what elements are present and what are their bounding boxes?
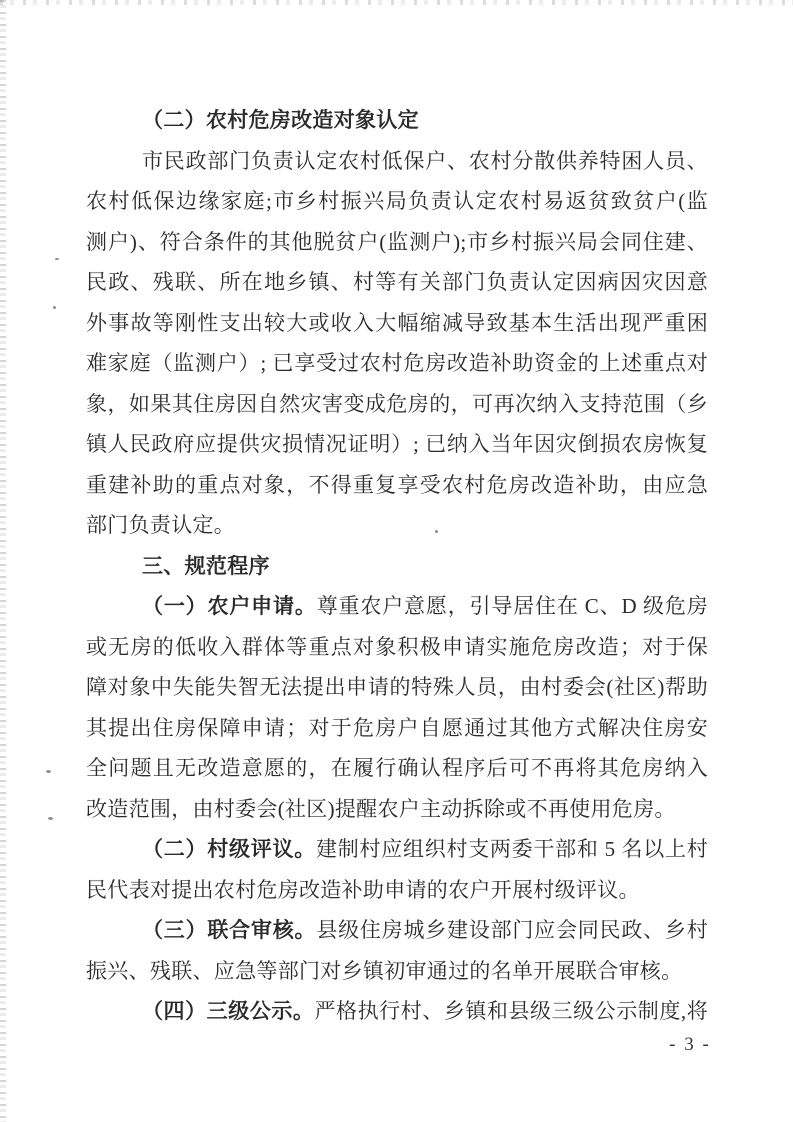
paragraph-line [86, 870, 708, 911]
paragraph-line [86, 627, 708, 668]
section-heading [86, 100, 708, 141]
line-text: 测户)、符合条件的其他脱贫户(监测户);市乡村振兴局会同住建、 [86, 229, 708, 254]
scan-speck [46, 770, 51, 773]
body-text [86, 100, 708, 1032]
line-text: 民代表对提出农村危房改造补助申请的农户开展村级评议。 [86, 877, 640, 902]
line-text: 农村低保边缘家庭;市乡村振兴局负责认定农村易返贫致贫户(监 [86, 189, 708, 213]
paragraph-line [86, 465, 708, 506]
scan-noise-top-edge [0, 0, 793, 5]
line-text: 全问题且无改造意愿的，在履行确认程序后可不再将其危房纳入 [86, 756, 708, 780]
paragraph-line [86, 829, 708, 870]
line-bold-segment: （四）三级公示。 [142, 999, 315, 1023]
line-text: 重建补助的重点对象，不得重复享受农村危房改造补助，由应急 [86, 472, 708, 497]
paragraph-line [86, 748, 708, 789]
paragraph-line [86, 222, 708, 263]
paragraph-line [86, 262, 708, 303]
line-text: 象，如果其住房因自然灾害变成危房的，可再次纳入支持范围（乡 [86, 391, 708, 416]
paragraph-line [86, 141, 708, 182]
paragraph-line [86, 667, 708, 708]
paragraph-line [86, 586, 708, 627]
line-text: 县级住房城乡建设部门应会同民政、乡村 [316, 918, 708, 942]
section-heading [86, 546, 708, 587]
line-text: 振兴、残联、应急等部门对乡镇初审通过的名单开展联合审核。 [86, 958, 683, 983]
paragraph-line [86, 424, 708, 465]
line-text: 外事故等刚性支出较大或收入大幅缩减导致基本生活出现严重困 [86, 310, 708, 335]
line-text: 部门负责认定。 [86, 513, 236, 537]
paragraph-line [86, 789, 708, 830]
heading-text: （二）农村危房改造对象认定 [142, 108, 419, 132]
line-bold-segment: （一）农户申请。 [142, 594, 317, 618]
line-text: 严格执行村、乡镇和县级三级公示制度,将 [314, 999, 708, 1023]
line-text: 镇人民政府应提供灾损情况证明）; 已纳入当年因灾倒损农房恢复 [86, 432, 708, 456]
line-text: 难家庭（监测户）; 已享受过农村危房改造补助资金的上述重点对 [86, 351, 708, 375]
paragraph-line [86, 505, 708, 546]
paragraph-line [86, 181, 708, 222]
line-text: 改造范围，由村委会(社区)提醒农户主动拆除或不再使用危房。 [86, 796, 676, 821]
line-bold-segment: （二）村级评议。 [142, 837, 316, 861]
scan-noise-left-edge [0, 0, 6, 1122]
line-text: 其提出住房保障申请；对于危房户自愿通过其他方式解决住房安 [86, 715, 708, 740]
page-number: - 3 - [669, 1034, 711, 1055]
heading-text: 三、规范程序 [142, 553, 270, 578]
paragraph-line [86, 303, 708, 344]
scan-speck [55, 258, 59, 260]
paragraph-line [86, 951, 708, 992]
line-text: 或无房的低收入群体等重点对象积极申请实施危房改造；对于保 [86, 634, 708, 659]
scan-speck [53, 306, 56, 309]
line-text: 尊重农户意愿，引导居住在 C、D 级危房 [316, 594, 708, 618]
paragraph-line [86, 384, 708, 425]
line-bold-segment: （三）联合审核。 [142, 918, 317, 942]
paragraph-line [86, 708, 708, 749]
line-text: 障对象中失能失智无法提出申请的特殊人员，由村委会(社区)帮助 [86, 675, 708, 699]
scan-speck [48, 817, 53, 820]
paragraph-line [86, 343, 708, 384]
line-text: 建制村应组织村支两委干部和 5 名以上村 [315, 837, 708, 861]
paragraph-line [86, 910, 708, 951]
line-text: 民政、残联、所在地乡镇、村等有关部门负责认定因病因灾因意 [86, 270, 708, 294]
paragraph-line [86, 991, 708, 1032]
line-text: 市民政部门负责认定农村低保户、农村分散供养特困人员、 [142, 148, 708, 173]
